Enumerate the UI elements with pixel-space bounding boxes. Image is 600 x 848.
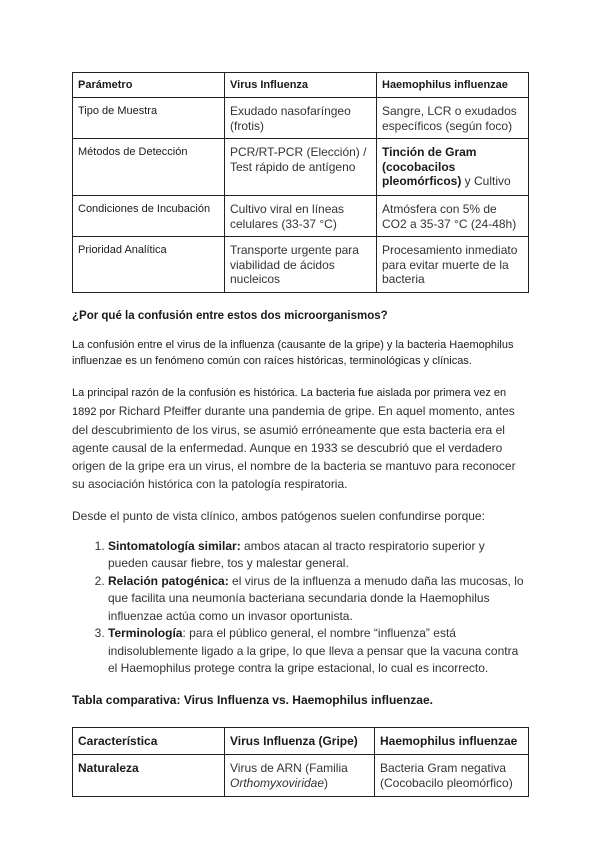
list-item-text: ambos atacan al tracto respiratorio superior y pueden causar fiebre, tos y malestar general. (108, 538, 485, 570)
clinical-paragraph: Desde el punto de vista clínico, ambos patógenos suelen confundirse porque: (72, 508, 485, 523)
column-header: Haemophilus influenzae (377, 73, 529, 98)
table-cell: Sangre, LCR o exudados específicos (según foco) (377, 98, 529, 139)
table-row (73, 754, 529, 796)
table-cell: Transporte urgente para viabilidad de ácidos nucleicos (225, 237, 377, 293)
table-cell (377, 139, 529, 196)
list-item-title: Relación patogénica: (108, 573, 229, 588)
document-page (72, 72, 528, 797)
section-heading: ¿Por qué la confusión entre estos dos microorganismos? (72, 309, 388, 322)
comparison-table-title: Tabla comparativa: Virus Influenza vs. Haemophilus influenzae. (72, 692, 433, 707)
list-item (108, 573, 528, 626)
comparison-table (72, 727, 529, 797)
table-cell: Condiciones de Incubación (73, 196, 225, 237)
table-cell (225, 754, 375, 796)
column-header: Característica (73, 727, 225, 754)
table-cell: Prioridad Analítica (73, 237, 225, 293)
list-item-text: : para el público general, el nombre “influenza” está indisolublemente ligado a la gripe, lo que lleva a pensar que la vacuna contra el Haemophilus protege contra la gripe estacional, lo cual es incorrecto. (108, 626, 519, 675)
italic-text: Orthomyxoviridae (230, 775, 325, 790)
table-cell: Procesamiento inmediato para evitar muerte de la bacteria (377, 237, 529, 293)
table-cell: Bacteria Gram negativa (Cocobacilo pleomórfico) (375, 754, 529, 796)
history-rest-text: Richard Pfeiffer durante una pandemia de gripe. En aquel momento, antes del descubrimiento de los virus, se asumió erróneamente que esta bacteria era el agente causal de la enfermedad. Aunque en 1933 se descubrió que el verdadero origen de la gripe era un virus, el nombre de la bacteria se mantuvo para reconocer su asociación histórica con la patología respiratoria. (72, 403, 516, 491)
table-cell: Atmósfera con 5% de CO2 a 35-37 °C (24-48h) (377, 196, 529, 237)
bold-text: Tinción de Gram (cocobacilos pleomórficos) (382, 145, 477, 188)
table-header-row (73, 727, 529, 754)
table-cell: Naturaleza (73, 754, 225, 796)
cell-text: Virus de ARN (Familia (230, 760, 348, 775)
table-row (73, 237, 529, 293)
history-lead-text: La principal razón de la confusión es histórica. La bacteria fue aislada por primera vez en 1892 por (72, 386, 507, 418)
column-header: Haemophilus influenzae (375, 727, 529, 754)
table-cell: Métodos de Detección (73, 139, 225, 196)
list-item-title: Sintomatología similar: (108, 538, 241, 553)
table-cell: Exudado nasofaríngeo (frotis) (225, 98, 377, 139)
reasons-list (72, 538, 528, 678)
table-row (73, 98, 529, 139)
table-row (73, 139, 529, 196)
history-paragraph (72, 383, 528, 493)
table-cell: Cultivo viral en líneas celulares (33-37 °C) (225, 196, 377, 237)
column-header: Virus Influenza (225, 73, 377, 98)
cell-text: ) (324, 775, 329, 790)
column-header: Parámetro (73, 73, 225, 98)
table-cell: Tipo de Muestra (73, 98, 225, 139)
list-item (108, 538, 528, 573)
cell-text: y Cultivo (461, 174, 511, 188)
list-item (108, 625, 528, 678)
list-item-text: el virus de la influenza a menudo daña las mucosas, lo que facilita una neumonía bacteriana secundaria donde la Haemophilus influenzae actúa como un invasor oportunista. (108, 573, 524, 623)
table-cell: PCR/RT-PCR (Elección) / Test rápido de antígeno (225, 139, 377, 196)
intro-paragraph: La confusión entre el virus de la influenza (causante de la gripe) y la bacteria Haemophilus influenzae es un fenómeno común con raíces históricas, terminológicas y clínicas. (72, 338, 514, 367)
column-header: Virus Influenza (Gripe) (225, 727, 375, 754)
table-row (73, 196, 529, 237)
table-header-row (73, 73, 529, 98)
detection-methods-table (72, 72, 529, 293)
list-item-title: Terminología (108, 626, 183, 640)
